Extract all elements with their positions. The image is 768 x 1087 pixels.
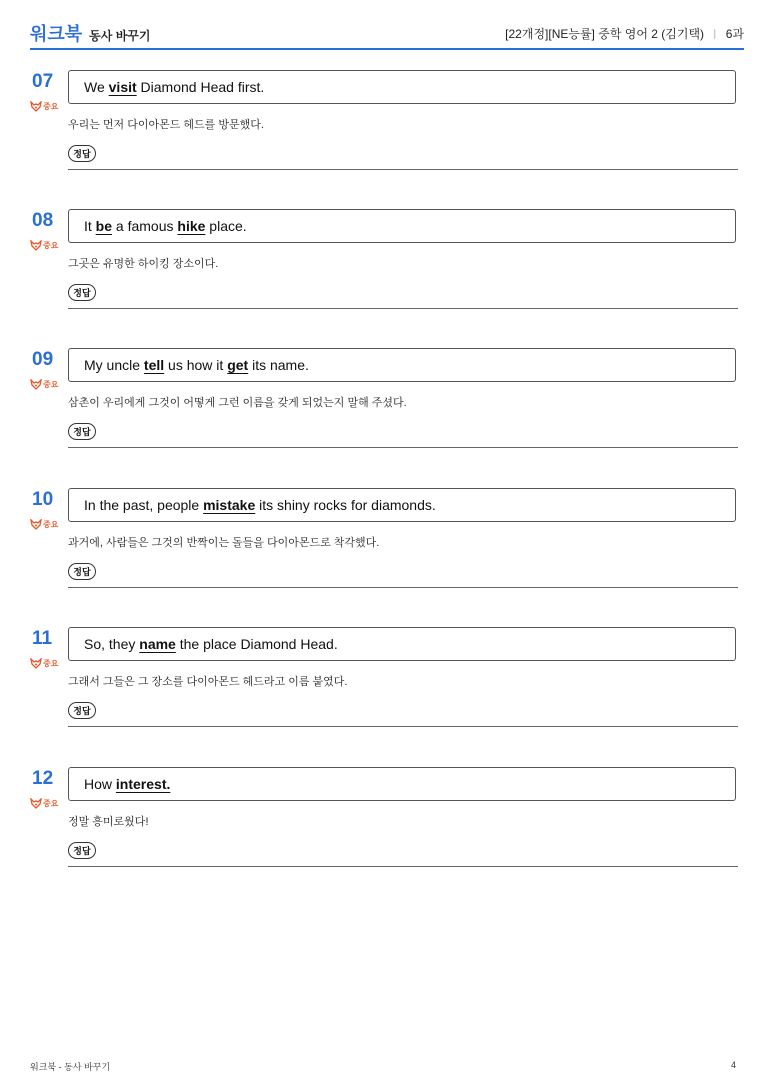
- sentence-text: My uncle: [84, 357, 144, 373]
- question-number: 08: [32, 210, 54, 231]
- lesson-label: 6과: [725, 26, 744, 41]
- sentence-text: the place Diamond Head.: [175, 636, 338, 652]
- important-badge: [30, 379, 58, 390]
- important-badge: [30, 101, 58, 112]
- fox-icon: [30, 101, 42, 112]
- korean-translation: 삼촌이 우리에게 그것이 어떻게 그런 이름을 갖게 되었는지 말해 주셨다.: [68, 397, 407, 409]
- verb-to-change: get: [227, 357, 249, 373]
- brand: [30, 20, 150, 46]
- verb-to-change: mistake: [203, 497, 256, 513]
- worksheet-subtitle: 동사 바꾸기: [89, 29, 151, 43]
- question-sentence: [68, 209, 736, 243]
- question-sentence: [68, 767, 736, 801]
- divider: [68, 308, 738, 309]
- sentence-text: its shiny rocks for diamonds.: [255, 497, 436, 513]
- badge-label: 중요: [43, 799, 59, 808]
- fox-icon: [30, 658, 42, 669]
- answer-button[interactable]: 정답: [68, 702, 96, 719]
- important-badge: [30, 519, 58, 530]
- footer-title: 워크북 - 동사 바꾸기: [30, 1062, 111, 1072]
- question-number: 10: [32, 489, 54, 510]
- answer-button[interactable]: 정답: [68, 145, 96, 162]
- badge-label: 중요: [43, 102, 59, 111]
- divider: [68, 169, 738, 170]
- korean-translation: 과거에, 사람들은 그것의 반짝이는 돌들을 다이아몬드로 착각했다.: [68, 537, 380, 549]
- sentence-text: us how it: [164, 357, 228, 373]
- question-number: 11: [32, 628, 53, 649]
- sentence-text: In the past, people: [84, 497, 204, 513]
- sentence-text: Diamond Head first.: [136, 79, 265, 95]
- important-badge: [30, 658, 58, 669]
- question-sentence: [68, 348, 736, 382]
- divider: [68, 866, 738, 867]
- course-info: [505, 25, 744, 42]
- fox-icon: [30, 379, 42, 390]
- sentence-text: So, they: [84, 636, 140, 652]
- page-number: 4: [730, 1060, 736, 1070]
- important-badge: [30, 798, 58, 809]
- divider: [68, 726, 738, 727]
- important-badge: [30, 240, 58, 251]
- verb-to-change: visit: [108, 79, 137, 95]
- badge-label: 중요: [43, 520, 59, 529]
- fox-icon: [30, 798, 42, 809]
- badge-label: 중요: [43, 659, 59, 668]
- divider: [68, 447, 738, 448]
- sentence-text: We: [84, 79, 109, 95]
- question-sentence: [68, 627, 736, 661]
- question-number: 07: [32, 71, 54, 92]
- divider: [68, 587, 738, 588]
- korean-translation: 정말 흥미로웠다!: [68, 816, 149, 828]
- verb-to-change: tell: [143, 357, 165, 373]
- question-item: [30, 627, 738, 747]
- fox-icon: [30, 519, 42, 530]
- korean-translation: 그래서 그들은 그 장소를 다이아몬드 헤드라고 이름 붙였다.: [68, 676, 348, 688]
- brand-name: 워크북: [30, 24, 83, 44]
- question-item: [30, 348, 738, 468]
- question-sentence: [68, 70, 736, 104]
- answer-button[interactable]: 정답: [68, 423, 96, 440]
- question-item: [30, 70, 738, 190]
- question-item: [30, 767, 738, 887]
- korean-translation: 그곳은 유명한 하이킹 장소이다.: [68, 258, 219, 270]
- verb-to-change: be: [95, 218, 113, 234]
- answer-button[interactable]: 정답: [68, 563, 96, 580]
- page-header: [30, 18, 744, 50]
- course-title: [22개정][NE능률] 중학 영어 2 (김기택): [505, 26, 705, 41]
- verb-to-change: name: [139, 636, 176, 652]
- verb-to-change: hike: [177, 218, 206, 234]
- fox-icon: [30, 240, 42, 251]
- sentence-text: a famous: [112, 218, 178, 234]
- separator: ㅣ: [710, 29, 720, 41]
- answer-button[interactable]: 정답: [68, 284, 96, 301]
- sentence-text: its name.: [248, 357, 309, 373]
- badge-label: 중요: [43, 241, 59, 250]
- question-item: [30, 209, 738, 329]
- verb-to-change: interest.: [115, 776, 171, 792]
- badge-label: 중요: [43, 380, 59, 389]
- korean-translation: 우리는 먼저 다이아몬드 헤드를 방문했다.: [68, 119, 264, 131]
- sentence-text: place.: [205, 218, 247, 234]
- question-sentence: [68, 488, 736, 522]
- sentence-text: It: [84, 218, 96, 234]
- sentence-text: How: [84, 776, 116, 792]
- question-number: 12: [32, 768, 54, 789]
- question-number: 09: [32, 349, 54, 370]
- answer-button[interactable]: 정답: [68, 842, 96, 859]
- question-item: [30, 488, 738, 608]
